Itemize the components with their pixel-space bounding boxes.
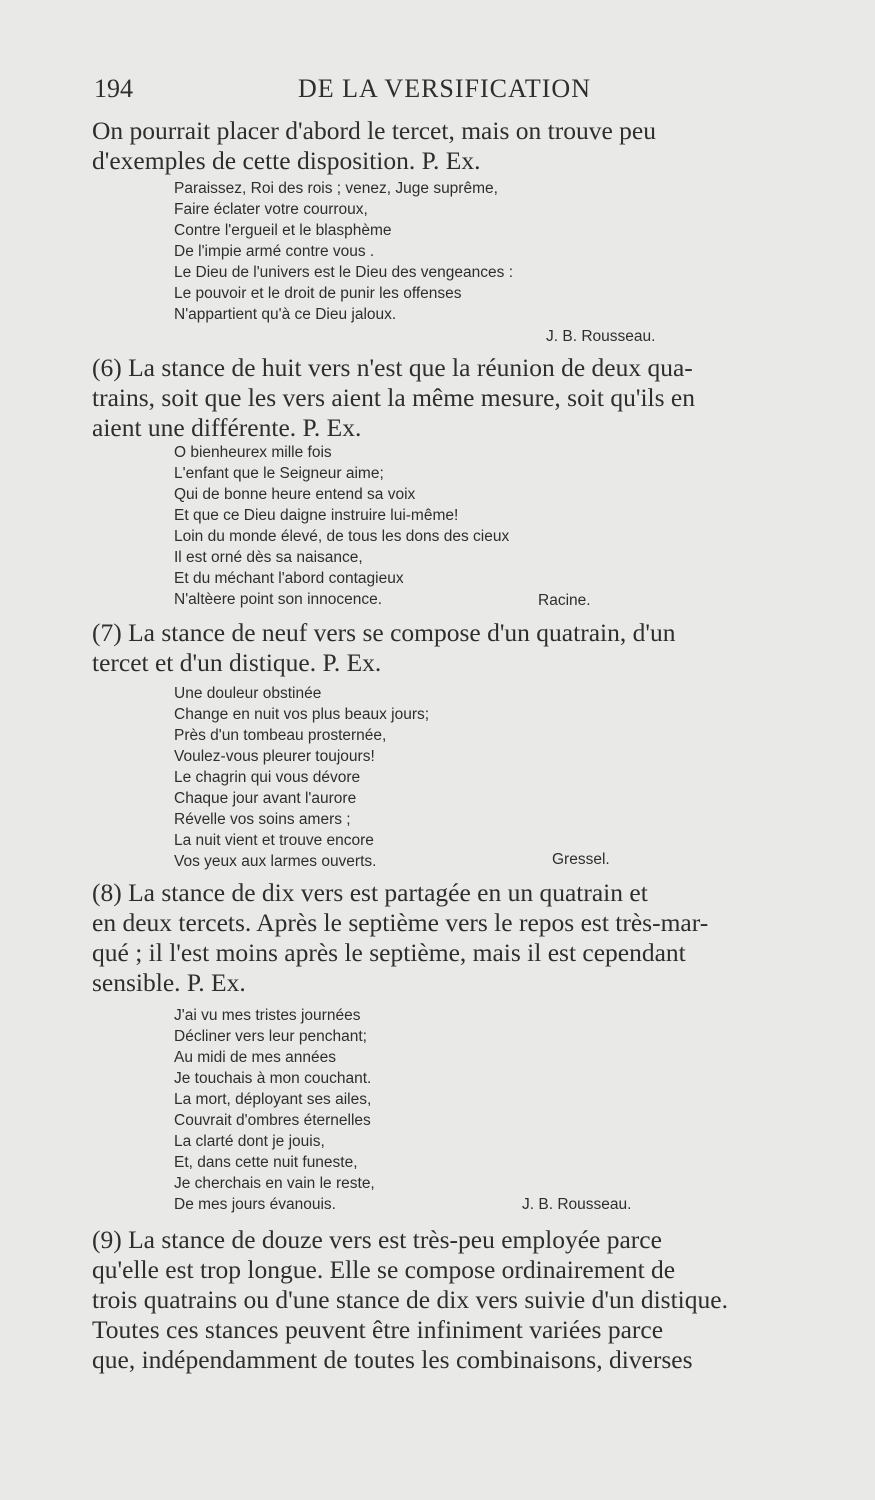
verse-line: O bienheurex mille fois [174, 444, 332, 461]
verse-line: L'enfant que le Seigneur aime; [174, 465, 384, 482]
verse-line: Révelle vos soins amers ; [174, 811, 351, 828]
page-header [94, 74, 794, 106]
section-8-paragraph [92, 878, 812, 998]
prose-line: trois quatrains ou d'une stance de dix vers suivie d'un distique. [92, 1285, 728, 1314]
verse-line: Il est orné dès sa naisance, [174, 549, 363, 566]
prose-line: (7) La stance de neuf vers se compose d'un quatrain, d'un [92, 618, 676, 647]
verse-line: Faire éclater votre courroux, [174, 201, 368, 218]
prose-line: (6) La stance de huit vers n'est que la réunion de deux qua- [92, 353, 693, 382]
running-title: DE LA VERSIFICATION [298, 74, 591, 103]
verse-line: Voulez-vous pleurer toujours! [174, 748, 375, 765]
verse-line: Loin du monde élevé, de tous les dons des cieux [174, 528, 510, 545]
prose-line: tercet et d'un distique. P. Ex. [92, 648, 382, 677]
page-number: 194 [94, 74, 133, 103]
poem-gressel [174, 683, 429, 872]
section-6-paragraph [92, 353, 812, 443]
prose-line: aient une différente. P. Ex. [92, 413, 362, 442]
verse-line: Le chagrin qui vous dévore [174, 769, 361, 786]
verse-line: N'appartient qu'à ce Dieu jaloux. [174, 306, 397, 323]
poem-attribution: J. B. Rousseau. [546, 328, 656, 345]
prose-line: On pourrait placer d'abord le tercet, mais on trouve peu [92, 116, 656, 145]
poem-rousseau-1 [174, 178, 513, 325]
prose-line: qué ; il l'est moins après le septième, mais il est cependant [92, 938, 686, 967]
verse-line: Couvrait d'ombres éternelles [174, 1112, 371, 1129]
poem-attribution: Gressel. [552, 851, 610, 868]
verse-line: Au midi de mes années [174, 1049, 336, 1066]
prose-line: sensible. P. Ex. [92, 968, 246, 997]
verse-line: Et que ce Dieu daigne instruire lui-même! [174, 507, 459, 524]
verse-line: Je cherchais en vain le reste, [174, 1175, 375, 1192]
prose-line: d'exemples de cette disposition. P. Ex. [92, 146, 481, 175]
verse-line: Le Dieu de l'univers est le Dieu des vengeances : [174, 264, 513, 281]
verse-line: Décliner vers leur penchant; [174, 1028, 367, 1045]
poem-attribution: J. B. Rousseau. [522, 1196, 632, 1213]
prose-line: en deux tercets. Après le septième vers le repos est très-mar- [92, 908, 709, 937]
prose-line: Toutes ces stances peuvent être infiniment variées parce [92, 1315, 664, 1344]
verse-line: Change en nuit vos plus beaux jours; [174, 706, 430, 723]
prose-line: qu'elle est trop longue. Elle se compose ordinairement de [92, 1255, 676, 1284]
verse-line: De l'impie armé contre vous . [174, 243, 375, 260]
prose-line: (8) La stance de dix vers est partagée en un quatrain et [92, 878, 648, 907]
verse-line: La nuit vient et trouve encore [174, 832, 374, 849]
section-9-paragraph [92, 1225, 812, 1375]
poem-racine [174, 442, 509, 610]
verse-line: La clarté dont je jouis, [174, 1133, 325, 1150]
intro-paragraph [92, 116, 812, 176]
verse-line: Et du méchant l'abord contagieux [174, 570, 404, 587]
verse-line: De mes jours évanouis. [174, 1196, 336, 1213]
prose-line: trains, soit que les vers aient la même mesure, soit qu'ils en [92, 383, 695, 412]
verse-line: Je touchais à mon couchant. [174, 1070, 372, 1087]
poem-attribution: Racine. [538, 592, 591, 609]
verse-line: N'altèere point son innocence. [174, 591, 383, 608]
verse-line: Et, dans cette nuit funeste, [174, 1154, 358, 1171]
poem-rousseau-2 [174, 1005, 375, 1215]
prose-line: (9) La stance de douze vers est très-peu employée parce [92, 1225, 662, 1254]
verse-line: Une douleur obstinée [174, 685, 322, 702]
verse-line: J'ai vu mes tristes journées [174, 1007, 361, 1024]
verse-line: Près d'un tombeau prosternée, [174, 727, 387, 744]
verse-line: Chaque jour avant l'aurore [174, 790, 357, 807]
verse-line: Paraissez, Roi des rois ; venez, Juge suprême, [174, 180, 498, 197]
prose-line: que, indépendamment de toutes les combinaisons, diverses [92, 1345, 693, 1374]
section-7-paragraph [92, 618, 812, 678]
verse-line: La mort, déployant ses ailes, [174, 1091, 372, 1108]
verse-line: Vos yeux aux larmes ouverts. [174, 853, 377, 870]
verse-line: Qui de bonne heure entend sa voix [174, 486, 416, 503]
verse-line: Contre l'ergueil et le blasphème [174, 222, 392, 239]
verse-line: Le pouvoir et le droit de punir les offenses [174, 285, 462, 302]
